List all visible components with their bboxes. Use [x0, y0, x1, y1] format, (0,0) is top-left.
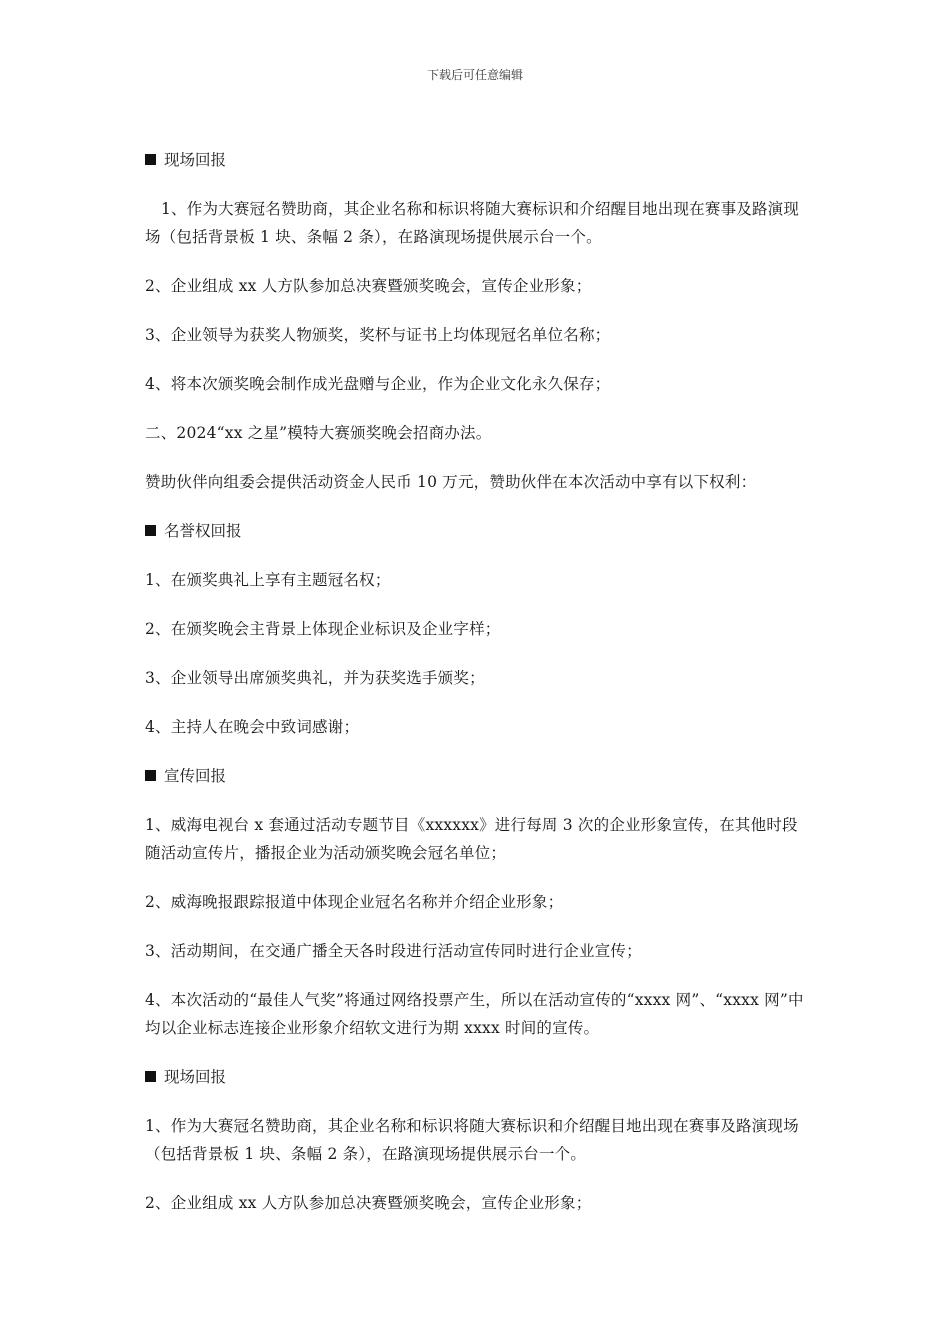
section-heading-publicity-return: [145, 762, 813, 790]
paragraph: 4、本次活动的“最佳人气奖”将通过网络投票产生，所以在活动宣传的“xxxx 网”、“xxxx 网”中均以企业标志连接企业形象介绍软文进行为期 xxxx 时间的宣传。: [145, 991, 804, 1037]
section-heading-text: 名誉权回报: [164, 522, 242, 540]
paragraph: 1、在颁奖典礼上享有主题冠名权；: [145, 571, 391, 589]
paragraph: 2、企业组成 xx 人方队参加总决赛暨颁奖晚会，宣传企业形象；: [145, 1194, 592, 1212]
paragraph: 4、主持人在晚会中致词感谢；: [145, 718, 360, 736]
paragraph: 1、威海电视台 x 套通过活动专题节目《xxxxxx》进行每周 3 次的企业形象宣传，在其他时段随活动宣传片，播报企业为活动颁奖晚会冠名单位；: [145, 816, 798, 862]
paragraph: 4、将本次颁奖晚会制作成光盘赠与企业，作为企业文化永久保存；: [145, 375, 611, 393]
square-bullet-icon: [145, 1071, 156, 1082]
section-heading-onsite-return: [145, 146, 813, 174]
paragraph: 1、作为大赛冠名赞助商，其企业名称和标识将随大赛标识和介绍醒目地出现在赛事及路演现场（包括背景板 1 块、条幅 2 条），在路演现场提供展示台一个。: [145, 1117, 799, 1163]
paragraph: 赞助伙伴向组委会提供活动资金人民币 10 万元，赞助伙伴在本次活动中享有以下权利：: [145, 473, 757, 491]
paragraph: 3、活动期间，在交通广播全天各时段进行活动宣传同时进行企业宣传；: [145, 942, 642, 960]
section-heading-text: 现场回报: [164, 1068, 227, 1086]
paragraph: 2、在颁奖晚会主背景上体现企业标识及企业字样；: [145, 620, 501, 638]
square-bullet-icon: [145, 525, 156, 536]
section-heading-honor-return: [145, 517, 813, 545]
document-body: [145, 146, 813, 1238]
paragraph: 二、2024“xx 之星”模特大赛颁奖晚会招商办法。: [145, 424, 492, 442]
section-heading-text: 现场回报: [164, 151, 227, 169]
paragraph: 3、企业领导为获奖人物颁奖，奖杯与证书上均体现冠名单位名称；: [145, 326, 611, 344]
paragraph: 1、作为大赛冠名赞助商，其企业名称和标识将随大赛标识和介绍醒目地出现在赛事及路演现场（包括背景板 1 块、条幅 2 条），在路演现场提供展示台一个。: [145, 200, 800, 246]
square-bullet-icon: [145, 770, 156, 781]
header-note: 下载后可任意编辑: [426, 68, 523, 82]
paragraph: 2、企业组成 xx 人方队参加总决赛暨颁奖晚会，宣传企业形象；: [145, 277, 592, 295]
square-bullet-icon: [145, 154, 156, 165]
section-heading-onsite-return-2: [145, 1063, 813, 1091]
paragraph: 3、企业领导出席颁奖典礼，并为获奖选手颁奖；: [145, 669, 485, 687]
paragraph: 2、威海晚报跟踪报道中体现企业冠名名称并介绍企业形象；: [145, 893, 564, 911]
section-heading-text: 宣传回报: [164, 767, 227, 785]
